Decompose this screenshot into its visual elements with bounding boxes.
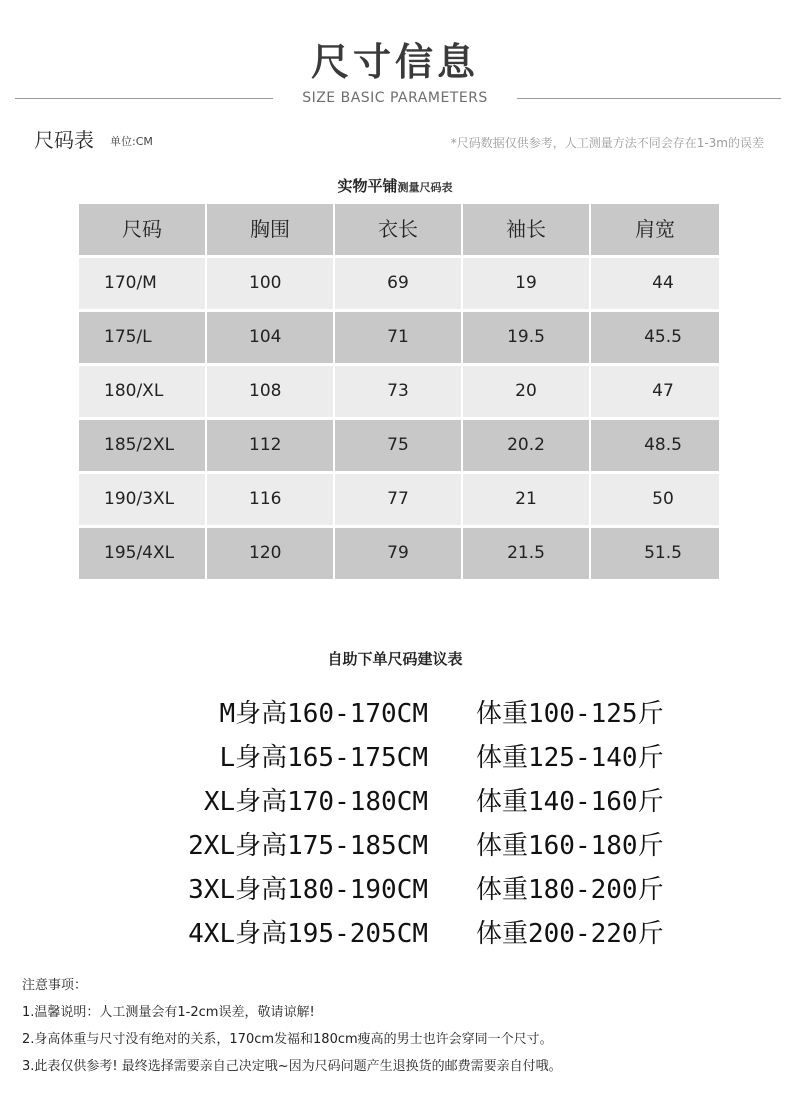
- table-cell: 51.5: [591, 528, 719, 579]
- table-cell: 19.5: [463, 312, 589, 363]
- table-cell: 77: [335, 474, 461, 525]
- table-cell: 44: [591, 258, 719, 309]
- table-cell: 47: [591, 366, 719, 417]
- table-cell: 120: [207, 528, 333, 579]
- table-cell: 20: [463, 366, 589, 417]
- size-table: [79, 204, 719, 579]
- table-cell: 100: [207, 258, 333, 309]
- table-cell: 180/XL: [79, 366, 205, 417]
- table-cell: 175/L: [79, 312, 205, 363]
- note-item: 3.此表仅供参考! 最终选择需要亲自己决定哦~因为尺码问题产生退换货的邮费需要亲自付哦。: [22, 1059, 562, 1074]
- notes-section: [22, 972, 772, 1080]
- table-cell: 112: [207, 420, 333, 471]
- table-header-chest: 胸围: [207, 204, 333, 255]
- table-cell: 116: [207, 474, 333, 525]
- page-title: 尺寸信息: [310, 40, 479, 84]
- weight-range: 体重125-140斤: [476, 743, 664, 773]
- table-cell: 71: [335, 312, 461, 363]
- height-range: 4XL身高195-205CM: [188, 919, 428, 949]
- table-cell: 79: [335, 528, 461, 579]
- weight-range: 体重140-160斤: [476, 787, 664, 817]
- table-cell: 21: [463, 474, 589, 525]
- recommendation-row: [0, 914, 790, 958]
- size-chart-unit: 单位:CM: [110, 135, 153, 148]
- page-subtitle: SIZE BASIC PARAMETERS: [302, 90, 488, 106]
- recommendation-title: 自助下单尺码建议表: [327, 650, 463, 668]
- table-cell: 108: [207, 366, 333, 417]
- table-cell: 20.2: [463, 420, 589, 471]
- recommendation-row: [0, 870, 790, 914]
- recommendation-row: [0, 782, 790, 826]
- table-caption-sub: 测量尺码表: [397, 181, 453, 194]
- height-range: XL身高170-180CM: [203, 787, 428, 817]
- height-range: M身高160-170CM: [219, 699, 428, 729]
- weight-range: 体重200-220斤: [476, 919, 664, 949]
- table-cell: 73: [335, 366, 461, 417]
- table-cell: 104: [207, 312, 333, 363]
- weight-range: 体重160-180斤: [476, 831, 664, 861]
- table-caption: [0, 176, 790, 198]
- table-cell: 48.5: [591, 420, 719, 471]
- table-cell: 21.5: [463, 528, 589, 579]
- table-cell: 190/3XL: [79, 474, 205, 525]
- height-range: 3XL身高180-190CM: [188, 875, 428, 905]
- table-cell: 50: [591, 474, 719, 525]
- note-item: 2.身高体重与尺寸没有绝对的关系，170cm发福和180cm瘦高的男士也许会穿同一个尺寸。: [22, 1032, 553, 1047]
- table-header-shoulder: 肩宽: [591, 204, 719, 255]
- height-range: L身高165-175CM: [219, 743, 428, 773]
- table-header-length: 衣长: [335, 204, 461, 255]
- recommendation-row: [0, 826, 790, 870]
- table-caption-main: 实物平铺: [337, 177, 398, 195]
- table-header-sleeve: 袖长: [463, 204, 589, 255]
- table-cell: 75: [335, 420, 461, 471]
- notes-heading: 注意事项：: [22, 978, 88, 993]
- note-item: 1.温馨说明：人工测量会有1-2cm误差，敬请谅解!: [22, 1005, 315, 1020]
- table-cell: 45.5: [591, 312, 719, 363]
- table-cell: 195/4XL: [79, 528, 205, 579]
- size-chart-label: 尺码表: [34, 128, 94, 152]
- recommendation-row: [0, 738, 790, 782]
- table-header-size: 尺码: [79, 204, 205, 255]
- weight-range: 体重100-125斤: [476, 699, 664, 729]
- table-cell: 185/2XL: [79, 420, 205, 471]
- recommendation-row: [0, 694, 790, 738]
- table-cell: 170/M: [79, 258, 205, 309]
- measurement-disclaimer: *尺码数据仅供参考，人工测量方法不同会存在1-3m的误差: [450, 136, 764, 150]
- height-range: 2XL身高175-185CM: [188, 831, 428, 861]
- weight-range: 体重180-200斤: [476, 875, 664, 905]
- table-cell: 19: [463, 258, 589, 309]
- table-cell: 69: [335, 258, 461, 309]
